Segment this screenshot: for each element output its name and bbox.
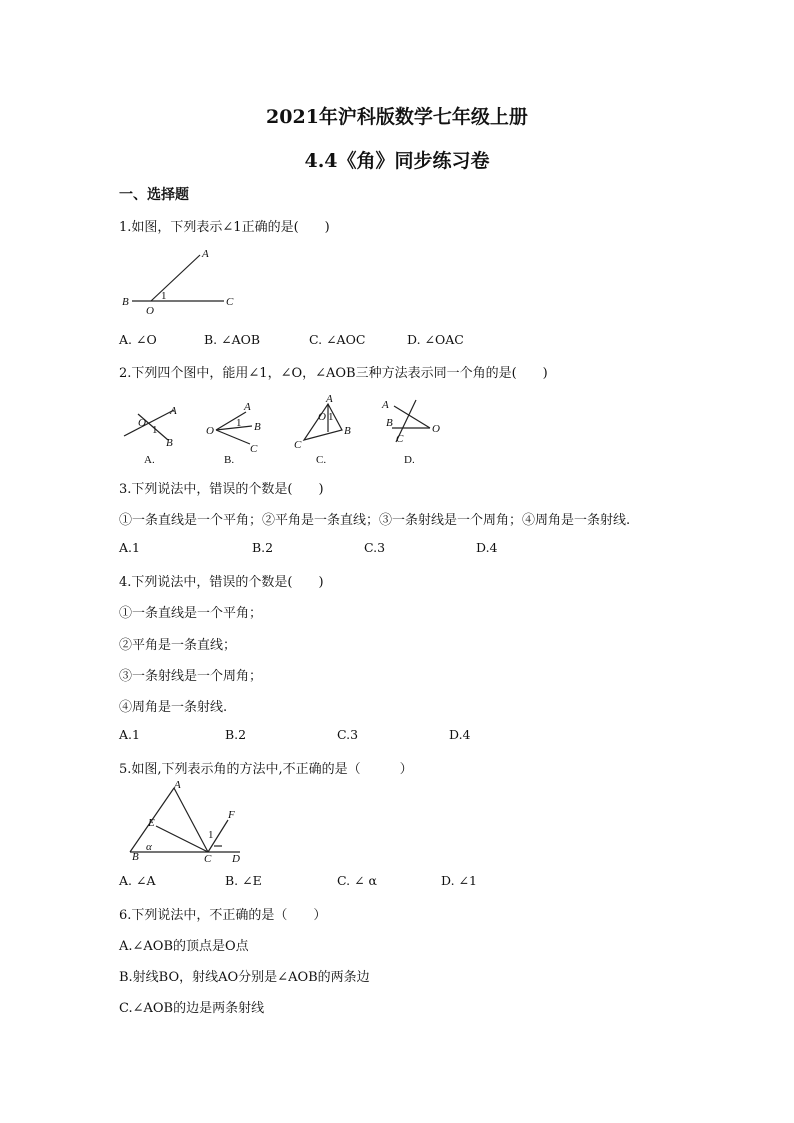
q4-option-c[interactable]: C.3 xyxy=(337,727,359,742)
q4-option-d[interactable]: D.4 xyxy=(449,727,471,742)
q5-option-c[interactable]: C. ∠ α xyxy=(337,873,377,888)
q1-option-b[interactable]: B. ∠AOB xyxy=(204,332,261,347)
question-3-stem: 3.下列说法中，错误的个数是( ) xyxy=(119,482,324,497)
svg-text:1: 1 xyxy=(152,424,158,436)
svg-text:1: 1 xyxy=(208,829,214,841)
svg-text:A: A xyxy=(170,405,177,417)
svg-text:O: O xyxy=(138,417,146,429)
document-subtitle: 4.4《角》同步练习卷 xyxy=(304,150,490,172)
question-4-stem: 4.下列说法中，错误的个数是( ) xyxy=(119,575,324,590)
q5-option-d[interactable]: D. ∠1 xyxy=(441,873,477,888)
svg-text:B.: B. xyxy=(224,454,235,466)
q4-option-b[interactable]: B.2 xyxy=(225,727,247,742)
label-o: O xyxy=(146,305,154,317)
label-a: A xyxy=(202,248,209,260)
svg-text:A: A xyxy=(382,399,389,411)
svg-text:B: B xyxy=(254,421,261,433)
label-c: C xyxy=(226,296,234,308)
q4-option-a[interactable]: A.1 xyxy=(119,727,140,742)
q3-option-a[interactable]: A.1 xyxy=(119,540,140,555)
document-title: 2021年沪科版数学七年级上册 xyxy=(266,106,528,128)
svg-text:A: A xyxy=(174,780,181,791)
label-b: B xyxy=(122,296,129,308)
q5-option-a[interactable]: A. ∠A xyxy=(119,873,156,888)
question-4-item-4: ④周角是一条射线. xyxy=(119,700,228,715)
svg-text:E: E xyxy=(148,817,155,829)
svg-text:C: C xyxy=(396,433,404,445)
question-2-stem: 2.下列四个图中，能用∠1，∠O，∠AOB三种方法表示同一个角的是( ) xyxy=(119,366,548,381)
svg-text:A.: A. xyxy=(144,454,155,466)
q5-option-b[interactable]: B. ∠E xyxy=(225,873,262,888)
q1-option-c[interactable]: C. ∠AOC xyxy=(309,332,366,347)
q3-option-c[interactable]: C.3 xyxy=(364,540,386,555)
q1-option-d[interactable]: D. ∠OAC xyxy=(407,332,464,347)
q3-option-d[interactable]: D.4 xyxy=(476,540,498,555)
svg-text:O: O xyxy=(318,411,326,423)
question-2-figure-b xyxy=(202,396,274,468)
svg-text:α: α xyxy=(146,841,152,853)
question-6-option-a[interactable]: A.∠AOB的顶点是O点 xyxy=(119,939,249,954)
svg-text:C.: C. xyxy=(316,454,327,466)
question-3-body: ①一条直线是一个平角；②平角是一条直线；③一条射线是一个周角；④周角是一条射线. xyxy=(119,513,631,528)
svg-text:A: A xyxy=(326,393,333,405)
question-4-item-2: ②平角是一条直线； xyxy=(119,638,237,653)
question-2-figure-c xyxy=(290,392,362,468)
svg-text:O: O xyxy=(206,425,214,437)
svg-text:A: A xyxy=(244,401,251,413)
question-6-stem: 6.下列说法中，不正确的是（ ） xyxy=(119,908,327,923)
question-6-option-c[interactable]: C.∠AOB的边是两条射线 xyxy=(119,1001,265,1016)
svg-text:F: F xyxy=(228,809,235,821)
svg-text:1: 1 xyxy=(236,417,242,429)
question-4-item-3: ③一条射线是一个周角； xyxy=(119,669,263,684)
question-2-figure-d xyxy=(376,392,448,468)
svg-text:D: D xyxy=(232,853,240,865)
ray-oa xyxy=(151,255,200,301)
question-5-stem: 5.如图,下列表示角的方法中,不正确的是（ ） xyxy=(119,762,413,777)
svg-text:B: B xyxy=(386,417,393,429)
question-1-stem: 1.如图，下列表示∠1正确的是( ) xyxy=(119,220,330,235)
question-6-option-b[interactable]: B.射线BO，射线AO分别是∠AOB的两条边 xyxy=(119,970,370,985)
q1-option-a[interactable]: A. ∠O xyxy=(119,332,157,347)
svg-text:C: C xyxy=(250,443,258,455)
svg-text:C: C xyxy=(294,439,302,451)
question-2-figure-a xyxy=(118,396,190,468)
question-4-item-1: ①一条直线是一个平角； xyxy=(119,606,263,621)
svg-text:B: B xyxy=(166,437,173,449)
section-heading: 一、选择题 xyxy=(119,187,189,203)
svg-text:B: B xyxy=(344,425,351,437)
question-1-figure xyxy=(118,243,243,318)
svg-text:C: C xyxy=(204,853,212,865)
svg-text:D.: D. xyxy=(404,454,415,466)
q3-option-b[interactable]: B.2 xyxy=(252,540,274,555)
svg-text:1: 1 xyxy=(328,411,334,423)
question-5-figure xyxy=(118,780,248,868)
label-angle-1: 1 xyxy=(161,290,167,302)
svg-text:B: B xyxy=(132,851,139,863)
svg-text:O: O xyxy=(432,423,440,435)
